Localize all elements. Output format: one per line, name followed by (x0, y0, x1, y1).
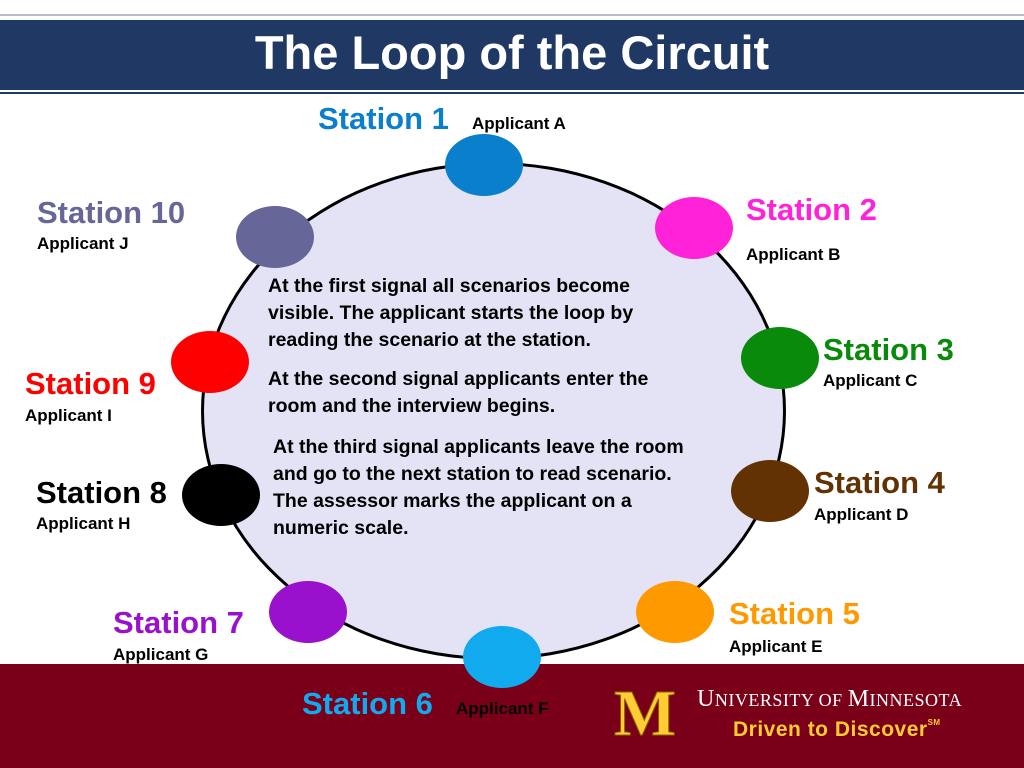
signal-3-text (273, 434, 684, 542)
station-4-dot (731, 460, 809, 522)
station-5-applicant: Applicant E (729, 637, 823, 656)
station-9-applicant: Applicant I (25, 406, 112, 425)
station-10-applicant: Applicant J (37, 234, 129, 253)
station-10-dot (236, 206, 314, 268)
text-line: At the second signal applicants enter the (268, 368, 649, 390)
signal-2-text (268, 366, 648, 420)
station-10-label: Station 10 (37, 195, 186, 230)
station-5-dot (636, 581, 714, 643)
service-mark: SM (927, 718, 941, 727)
text-line: and go to the next station to read scenario. (273, 463, 672, 485)
logo-letter: M (613, 688, 677, 740)
station-7-dot (269, 581, 347, 643)
station-2-applicant: Applicant B (746, 245, 841, 264)
slide-title: The Loop of the Circuit (254, 26, 770, 79)
text-line: The assessor marks the applicant on a (273, 490, 632, 512)
univ-initial: U (697, 686, 715, 712)
station-3-dot (741, 327, 819, 389)
minn-initial: M (847, 686, 870, 712)
station-9-label: Station 9 (25, 366, 156, 401)
station-1-dot (445, 134, 523, 196)
station-4-label: Station 4 (814, 465, 945, 500)
block-m-logo (600, 688, 690, 740)
station-7-applicant: Applicant G (113, 645, 209, 664)
station-3-label: Station 3 (823, 332, 954, 367)
station-3-applicant: Applicant C (823, 371, 918, 390)
station-8-dot (182, 464, 260, 526)
text-line: numeric scale. (273, 517, 409, 539)
station-6-dot (463, 626, 541, 688)
tagline-text: Driven to Discover (733, 718, 928, 741)
minn-rest: INNESOTA (869, 690, 963, 710)
station-2-dot (655, 197, 733, 259)
title-rule (0, 92, 1024, 94)
top-rule (0, 14, 1024, 16)
station-6-label: Station 6 (302, 686, 433, 721)
university-name (697, 686, 962, 713)
tagline (733, 718, 941, 742)
text-line: At the third signal applicants leave the room (273, 436, 684, 458)
station-9-dot (171, 331, 249, 393)
text-line: visible. The applicant starts the loop by (268, 302, 634, 324)
univ-rest: NIVERSITY OF (714, 690, 848, 710)
station-2-label: Station 2 (746, 192, 877, 227)
signal-1-text (268, 273, 633, 354)
station-4-applicant: Applicant D (814, 505, 909, 524)
station-7-label: Station 7 (113, 605, 244, 640)
station-1-label: Station 1 (318, 101, 449, 136)
station-6-applicant: Applicant F (456, 699, 549, 718)
station-5-label: Station 5 (729, 596, 860, 631)
station-8-applicant: Applicant H (36, 514, 131, 533)
text-line: reading the scenario at the station. (268, 329, 591, 351)
text-line: At the first signal all scenarios become (268, 275, 630, 297)
station-8-label: Station 8 (36, 475, 167, 510)
station-1-applicant: Applicant A (472, 114, 566, 133)
text-line: room and the interview begins. (268, 395, 556, 417)
